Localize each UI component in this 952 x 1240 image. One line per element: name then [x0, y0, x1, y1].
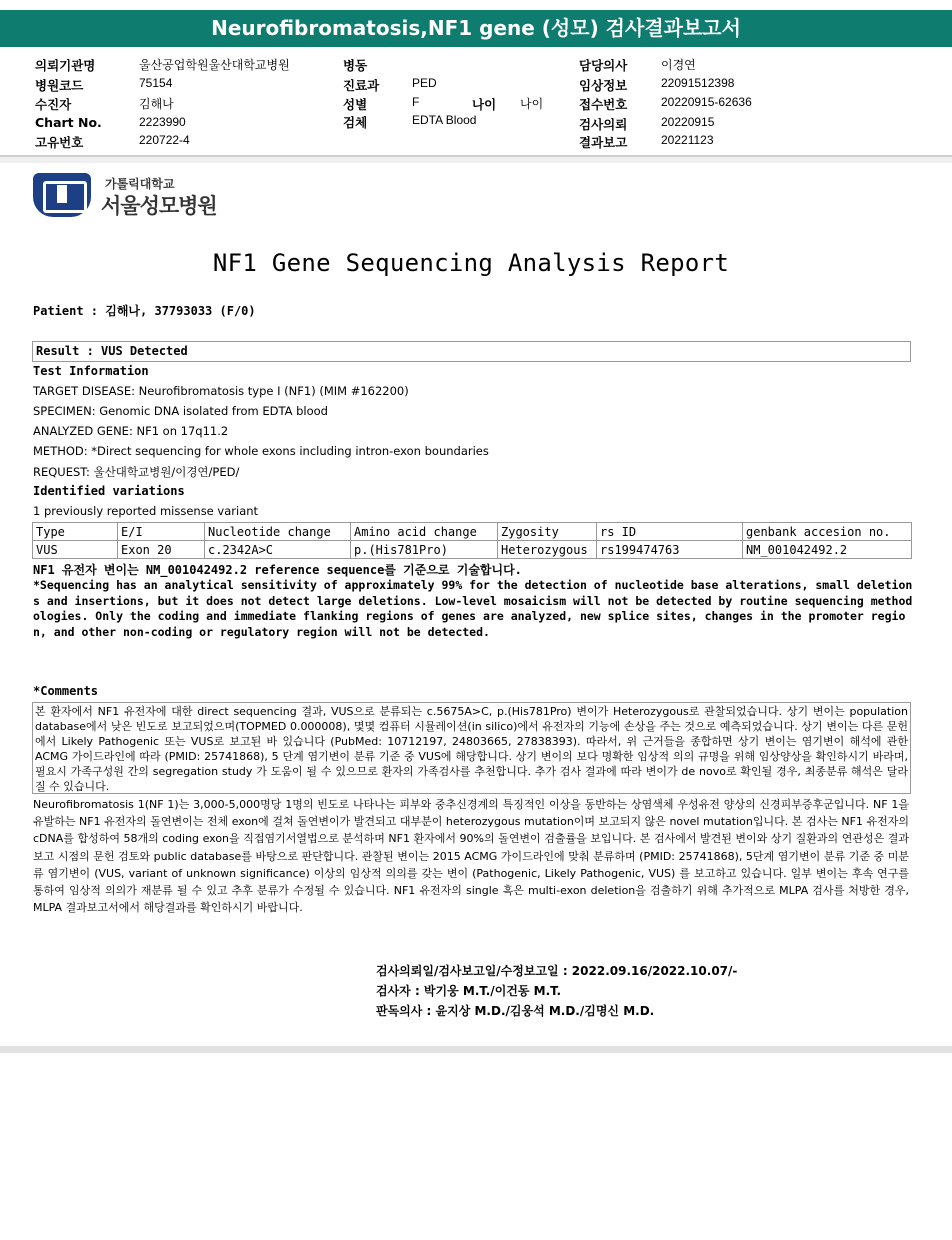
header-row: 성별	[343, 97, 368, 112]
header-row: 임상정보	[579, 78, 628, 93]
table-header-cell: Amino acid change	[351, 523, 498, 541]
header-value: 20221123	[661, 133, 714, 147]
header-row: 접수번호	[579, 97, 628, 112]
header-row: 나이	[472, 97, 497, 112]
header-value: 이경연	[661, 58, 696, 72]
comments-box	[32, 702, 911, 794]
table-header-cell: E/I	[118, 523, 205, 541]
header-value: PED	[412, 76, 437, 90]
header-value: 75154	[139, 76, 173, 90]
table-row	[33, 541, 912, 559]
result-text: Result : VUS Detected	[36, 344, 188, 358]
header-value: 220722-4	[139, 133, 190, 147]
table-cell: c.2342A>C	[205, 541, 351, 559]
header-value: 울산공업학원울산대학교병원	[139, 58, 290, 72]
header-value: F	[412, 95, 420, 109]
header-row: 병원코드	[35, 78, 84, 93]
header-row: 진료과	[343, 78, 380, 93]
result-box	[32, 341, 911, 362]
header-row: 검사의뢰	[579, 117, 628, 132]
test-info-line: METHOD: *Direct sequencing for whole exons including intron-exon boundaries	[33, 444, 489, 458]
test-info-line: TARGET DISEASE: Neurofibromatosis type I (NF1) (MIM #162200)	[33, 384, 409, 398]
header-row: 담당의사	[579, 58, 628, 73]
table-header-cell: Nucleotide change	[205, 523, 351, 541]
test-info-heading: Test Information	[33, 364, 149, 378]
table-header-cell: Type	[33, 523, 118, 541]
reading-physicians: 판독의사 : 윤지상 M.D./김웅석 M.D./김명신 M.D.	[376, 1004, 655, 1018]
table-cell: p.(His781Pro)	[351, 541, 498, 559]
logo-hospital-name: 서울성모병원	[101, 194, 217, 218]
test-info-line: ANALYZED GENE: NF1 on 17q11.2	[33, 424, 229, 438]
header-row: 의뢰기관명	[35, 58, 96, 73]
variations-heading: Identified variations	[33, 484, 185, 498]
header-value: 22091512398	[661, 76, 735, 90]
variant-table	[32, 522, 912, 559]
header-row: 검체	[343, 115, 368, 130]
table-header-cell: rs ID	[597, 523, 743, 541]
report-dates: 검사의뢰일/검사보고일/수정보고일 : 2022.09.16/2022.10.07/-	[376, 964, 738, 978]
sequencing-note: *Sequencing has an analytical sensitivity of approximately 99% for the detection of nucleotide base alterations, small deletions and insertions, but it does not detect large deletions. Low-level mosaicism will not be detected by routine sequencing methodologies. Only the coding and immediate flanking regions of genes are analyzed, new splice sites, changes in the promoter region, and other non-coding or regulatory region will not be detected.	[33, 578, 913, 639]
table-header-cell: Zygosity	[498, 523, 597, 541]
header-row: Chart No.	[35, 115, 102, 130]
technicians: 검사자 : 박기웅 M.T./이건동 M.T.	[376, 984, 562, 998]
test-info-line: SPECIMEN: Genomic DNA isolated from EDTA blood	[33, 404, 328, 418]
comments-text: 본 환자에서 NF1 유전자에 대한 direct sequencing 결과, VUS으로 분류되는 c.5675A>C, p.(His781Pro) 변이가 Heterozygous로 관찰되었습니다. 상기 변이는 population database에서 낮은 빈도로 보고되었으며(TOPMED 0.000008), 몇몇 컴퓨터 시뮬레이션(in silico)에서 유전자의 기능에 손상을 주는 것으로 예측되었습니다. 상기 변이는 다른 문헌에서 Likely Pathogenic 또는 VUS로 보고된 바 있습니다 (PubMed: 10712197, 24803665, 27838393). 따라서, 위 근거들을 종합하면 상기 변이는 염기변이 해석에 관한 ACMG 가이드라인에 따라 (PMID: 25741868), 5 단계 염기변이 분류 기준 중 VUS에 해당합니다. 상기 변이의 보다 명확한 임상적 의의 규명을 위해 임상양상을 확인하시기 바라며, 필요시 가족구성원 간의 segregation study 가 도움이 될 수 있으므로 환자의 가족검사를 추천합니다. 추가 검사 결과에 따라 변이가 de novo로 확인될 경우, 최종분류 해석은 달라질 수 있습니다.	[35, 705, 908, 793]
catholic-university-emblem-icon	[33, 173, 91, 217]
header-row: 결과보고	[579, 135, 628, 150]
header-row: 수진자	[35, 97, 72, 112]
table-header-row	[33, 523, 912, 541]
logo-university-name: 가톨릭대학교	[105, 177, 175, 191]
header-row: 고유번호	[35, 135, 84, 150]
report-header	[0, 47, 952, 158]
footer-divider	[0, 1046, 952, 1053]
header-value: 나이	[520, 97, 544, 111]
page-title: NF1 Gene Sequencing Analysis Report	[212, 249, 730, 277]
table-cell: Heterozygous	[498, 541, 597, 559]
table-cell: rs199474763	[597, 541, 743, 559]
hospital-logo	[33, 173, 233, 223]
report-title-bar: Neurofibromatosis,NF1 gene (성모) 검사결과보고서	[0, 10, 952, 47]
divider	[0, 157, 952, 163]
header-value: 김해나	[139, 97, 174, 111]
table-cell: VUS	[33, 541, 118, 559]
table-header-cell: genbank accesion no.	[743, 523, 912, 541]
reference-note: NF1 유전자 변이는 NM_001042492.2 reference sequence를 기준으로 기술합니다.	[33, 563, 522, 577]
general-info-paragraph: Neurofibromatosis 1(NF 1)는 3,000-5,000명당 1명의 빈도로 나타나는 피부와 중추신경계의 특징적인 이상을 동반하는 상염색체 우성유전 양상의 신경피부증후군입니다. NF 1을 유발하는 NF1 유전자의 돌연변이는 전체 exon에 걸쳐 돌연변이가 발견되고 대부분이 heterozygous mutation이며 보고되지 않은 novel mutation입니다. 본 검사는 NF1 유전자의 cDNA를 합성하여 58개의 coding exon을 직접염기서열법으로 분석하며 NF1 환자에서 90%의 돌연변이 검출률을 보입니다. 본 검사에서 발견된 변이와 상기 질환과의 연관성은 결과 보고 시점의 문헌 검토와 public database를 바탕으로 판단합니다. 관찰된 변이는 2015 ACMG 가이드라인에 맞춰 분류하며 (PMID: 25741868), 5단계 염기변이 분류 기준 중 미분류 염기변이 (VUS, variant of unknown significance) 이상의 임상적 의의를 갖는 변이 (Pathogenic, Likely Pathogenic, VUS) 를 보고하고 있습니다. 일부 변이는 후속 연구를 통하여 임상적 의의가 재분류 될 수 있고 추후 분류가 수정될 수 있습니다. NF1 유전자의 single 혹은 multi-exon deletion을 검출하기 위해 추가적으로 MLPA 검사를 처방한 경우, MLPA 결과보고서에서 해당결과를 확인하시기 바랍니다.	[33, 798, 909, 915]
header-value: EDTA Blood	[412, 113, 477, 127]
table-cell: Exon 20	[118, 541, 205, 559]
header-row: 병동	[343, 58, 368, 73]
variations-summary: 1 previously reported missense variant	[33, 504, 259, 518]
header-value: 20220915-62636	[661, 95, 752, 109]
test-info-line: REQUEST: 울산대학교병원/이경연/PED/	[33, 465, 240, 479]
patient-line: Patient : 김해나, 37793033 (F/0)	[33, 304, 256, 318]
comments-heading: *Comments	[33, 684, 99, 698]
header-value: 20220915	[661, 115, 715, 129]
header-value: 2223990	[139, 115, 186, 129]
table-cell: NM_001042492.2	[743, 541, 912, 559]
